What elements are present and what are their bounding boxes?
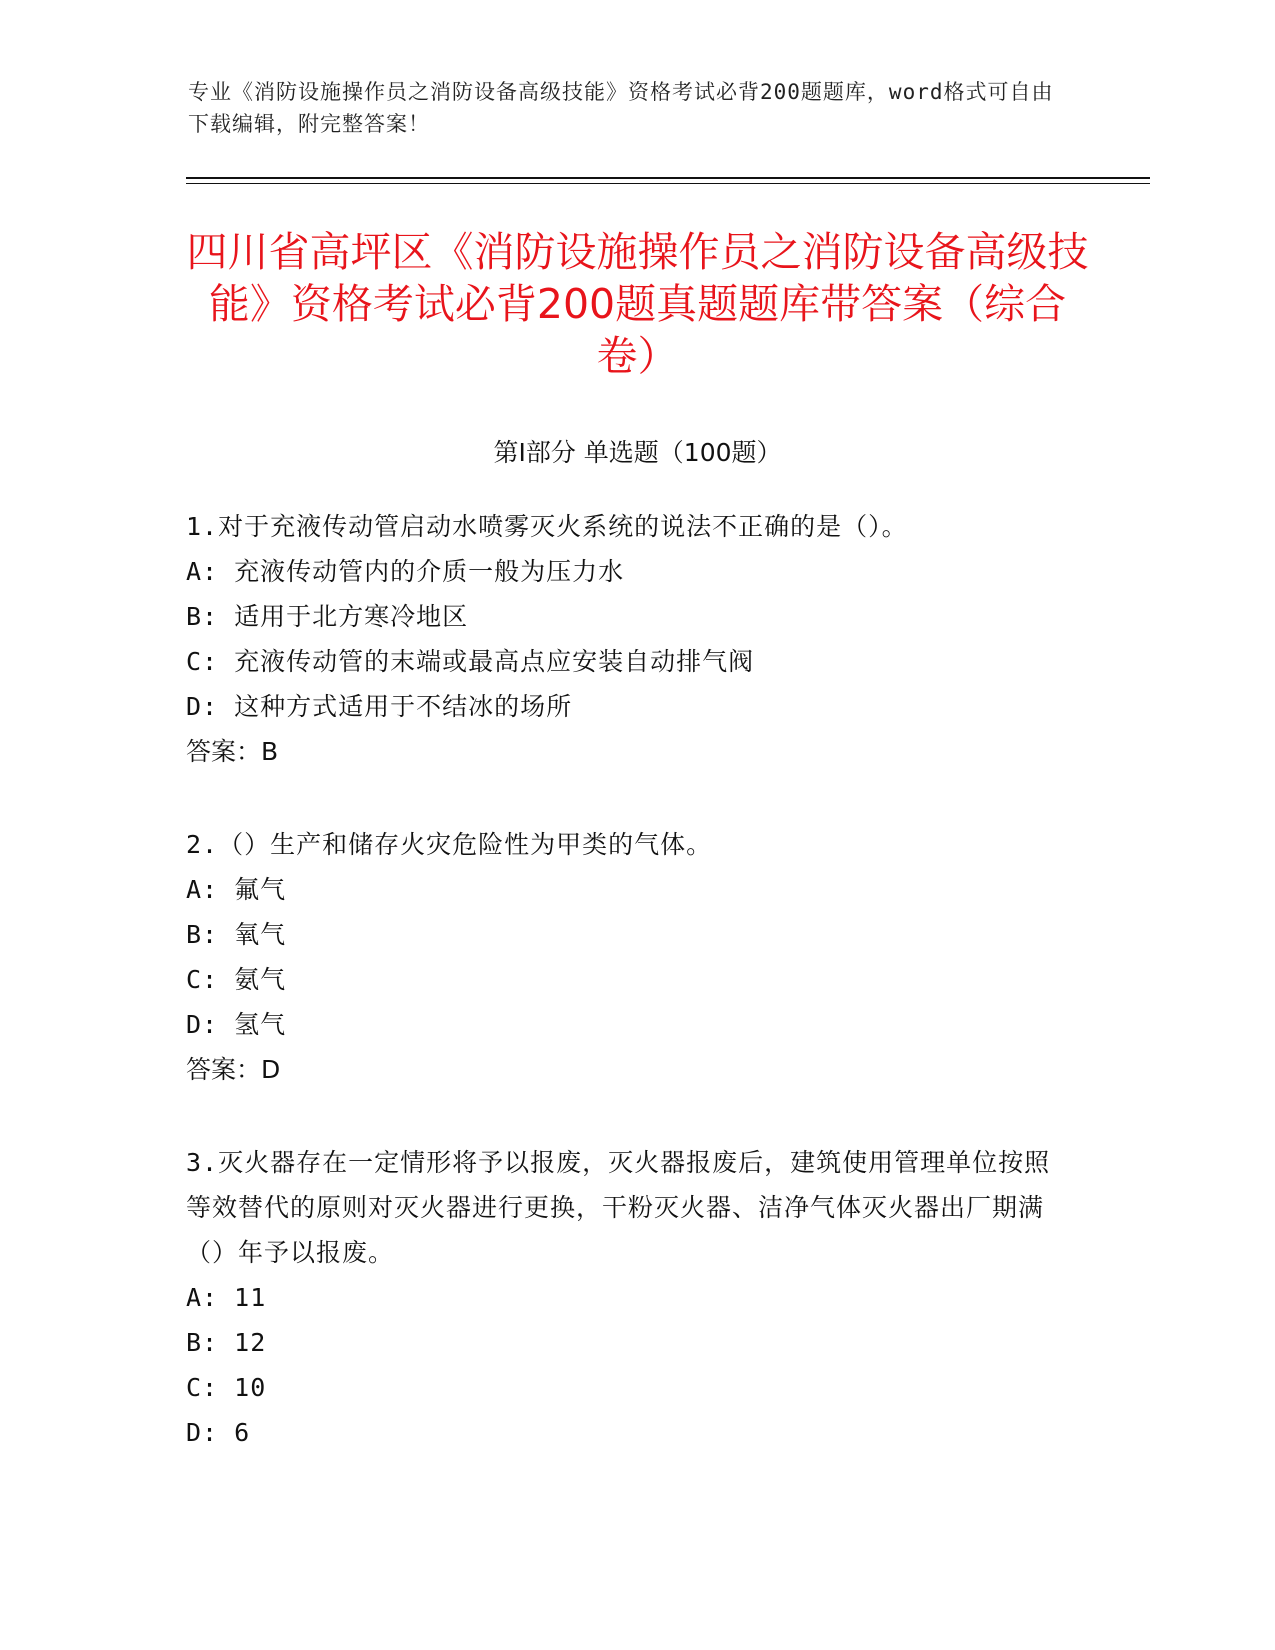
header-divider-thick [186,177,1150,179]
answer-line: 答案：D [186,1055,281,1084]
question-block-2 [186,822,1066,1092]
option-b: B: 适用于北方寒冷地区 [186,602,469,631]
header-divider-thin [186,183,1150,184]
option-d: D: 这种方式适用于不结冰的场所 [186,692,573,721]
section-heading: 第Ⅰ部分 单选题（100题） [493,438,782,467]
option-a: A: 充液传动管内的介质一般为压力水 [186,557,625,586]
option-d: D: 6 [186,1418,251,1447]
question-text: 3.灭火器存在一定情形将予以报废，灭火器报废后，建筑使用管理单位按照等效替代的原则对灭火器进行更换，干粉灭火器、洁净气体灭火器出厂期满（）年予以报废。 [186,1148,1051,1267]
option-b: B: 氧气 [186,920,287,949]
option-c: C: 10 [186,1373,267,1402]
answer-line: 答案：B [186,737,279,766]
question-block-3 [186,1140,1066,1455]
option-c: C: 氨气 [186,965,287,994]
document-title: 四川省高坪区《消防设施操作员之消防设备高级技能》资格考试必背200题真题题库带答案（综合卷） [186,228,1089,380]
question-text: 2.（）生产和储存火灾危险性为甲类的气体。 [186,830,713,859]
option-a: A: 11 [186,1283,267,1312]
option-b: B: 12 [186,1328,267,1357]
option-c: C: 充液传动管的末端或最高点应安装自动排气阀 [186,647,755,676]
header-note: 专业《消防设施操作员之消防设备高级技能》资格考试必背200题题库，word格式可自由下载编辑，附完整答案！ [188,80,1054,136]
option-d: D: 氢气 [186,1010,287,1039]
option-a: A: 氟气 [186,875,287,904]
question-block-1 [186,504,1066,774]
question-text: 1.对于充液传动管启动水喷雾灭火系统的说法不正确的是（）。 [186,512,908,541]
